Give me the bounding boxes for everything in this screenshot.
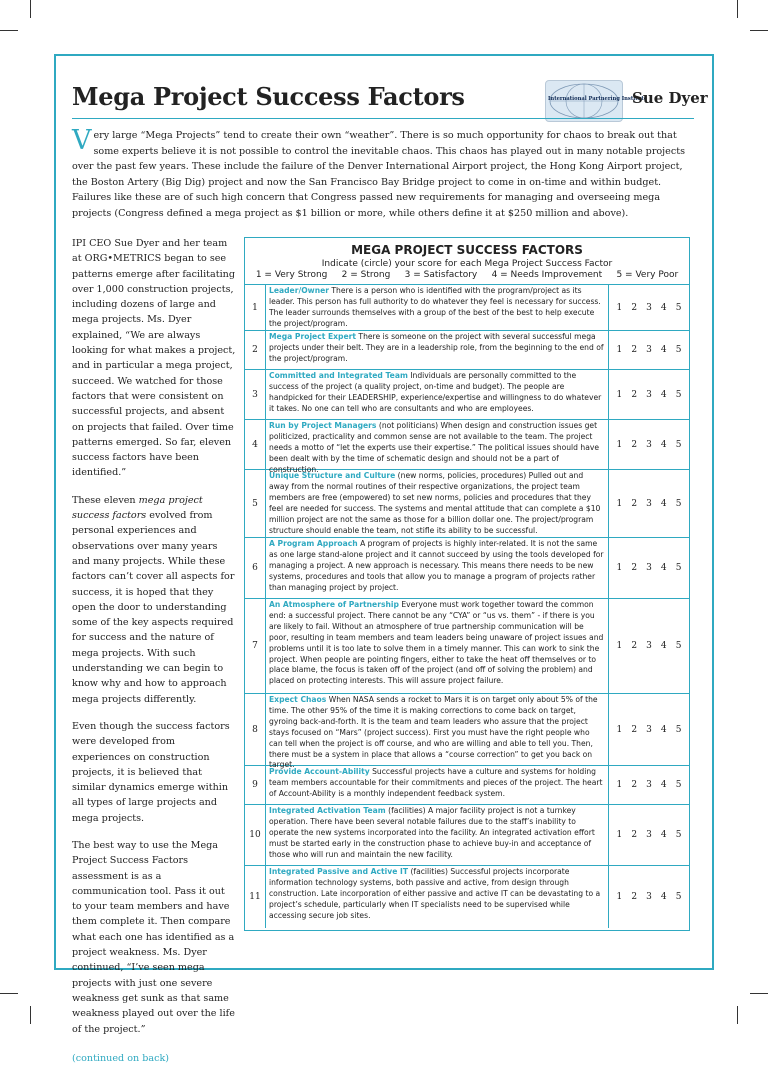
score-options bbox=[609, 370, 689, 419]
score-options bbox=[609, 805, 689, 865]
factor-number: 5 bbox=[245, 470, 266, 537]
score-option[interactable]: 3 bbox=[646, 389, 652, 400]
factor-description bbox=[266, 538, 609, 598]
factor-number: 4 bbox=[245, 420, 266, 469]
score-option[interactable]: 3 bbox=[646, 498, 652, 509]
factor-number: 3 bbox=[245, 370, 266, 419]
score-option[interactable]: 3 bbox=[646, 892, 652, 902]
score-option[interactable]: 4 bbox=[660, 830, 667, 840]
page-title: Mega Project Success Factors bbox=[72, 82, 465, 111]
factor-text: When NASA sends a rocket to Mars it is on target only about 5% of the time. The other 95% of the time it is making corrections to come back on target, gyroing back-and-forth. It is the team and team leaders who assure that the project stays focused on “Mars” (project success). First you must have the right people who can tell when the project is off course, and who are willing and able to tell you. Then, there must be a system in place that allows a “course correction” to get you back on target. bbox=[269, 695, 598, 770]
score-option[interactable]: 1 bbox=[616, 302, 623, 313]
score-option[interactable]: 4 bbox=[660, 724, 667, 735]
score-options bbox=[609, 599, 689, 693]
score-option[interactable]: 5 bbox=[675, 830, 682, 840]
score-option[interactable]: 3 bbox=[646, 780, 652, 790]
score-options bbox=[609, 420, 689, 469]
factor-heading: Provide Account-Ability bbox=[269, 767, 370, 776]
score-option[interactable]: 5 bbox=[675, 724, 682, 735]
factor-number: 11 bbox=[245, 866, 266, 928]
factor-description bbox=[266, 331, 609, 369]
score-options bbox=[609, 766, 689, 804]
score-option[interactable]: 5 bbox=[675, 641, 682, 651]
score-options bbox=[609, 538, 689, 598]
success-factors-table bbox=[244, 237, 690, 931]
score-option[interactable]: 2 bbox=[631, 498, 638, 509]
factor-description bbox=[266, 285, 609, 330]
drop-cap: V bbox=[72, 125, 92, 156]
score-option[interactable]: 2 bbox=[631, 345, 638, 355]
crop-mark bbox=[30, 1006, 31, 1024]
header-divider bbox=[72, 118, 694, 119]
logo-text: International Partnering Institute bbox=[548, 96, 648, 102]
score-option[interactable]: 1 bbox=[616, 345, 623, 355]
score-option[interactable]: 2 bbox=[631, 724, 638, 735]
factor-row bbox=[245, 866, 689, 928]
crop-mark bbox=[30, 0, 31, 18]
factor-heading: Mega Project Expert bbox=[269, 332, 357, 341]
factor-row bbox=[245, 370, 689, 420]
score-option[interactable]: 4 bbox=[660, 345, 667, 355]
continued-note: (continued on back) bbox=[72, 1052, 170, 1064]
score-option[interactable]: 4 bbox=[660, 780, 667, 790]
score-option[interactable]: 2 bbox=[631, 830, 638, 840]
intro-paragraph bbox=[72, 125, 694, 221]
score-option[interactable]: 4 bbox=[660, 389, 667, 400]
score-option[interactable]: 1 bbox=[616, 389, 623, 400]
score-option[interactable]: 5 bbox=[675, 892, 682, 902]
score-option[interactable]: 2 bbox=[631, 389, 638, 400]
factor-heading: An Atmosphere of Partnership bbox=[269, 600, 399, 609]
column-paragraph: These eleven mega project success factors evolved from personal experiences and observations over many years and many projects. While these factors can’t cover all aspects for success, it is hoped that they open the door to understanding some of the key aspects required for success and the nature of mega projects. With such understanding we can begin to know why and how to approach mega projects differently. bbox=[72, 494, 235, 705]
factor-heading: A Program Approach bbox=[269, 539, 358, 548]
score-option[interactable]: 2 bbox=[631, 641, 638, 651]
factor-number: 2 bbox=[245, 331, 266, 369]
factor-description bbox=[266, 420, 609, 474]
factor-text: (facilities) Successful projects incorporate information technology systems, both passive and active, from design through construction. Late incorporation of either passive and active IT can be devastating to a project’s schedule, particularly when IT specialists need to be supervised while accessing secure job sites. bbox=[269, 867, 601, 920]
factor-number: 1 bbox=[245, 285, 266, 330]
crop-mark bbox=[737, 1006, 738, 1024]
score-option[interactable]: 5 bbox=[675, 439, 682, 450]
score-option[interactable]: 5 bbox=[675, 345, 682, 355]
factor-heading: Integrated Activation Team bbox=[269, 806, 386, 815]
score-option[interactable]: 3 bbox=[646, 345, 652, 355]
score-option[interactable]: 4 bbox=[660, 439, 667, 450]
intro-text: ery large “Mega Projects” tend to create their own “weather”. There is so much opportunity for chaos to break out that some experts believe it is not possible to control the inevitable chaos. This chaos has played out in many notable projects over the past few years. These include the failure of the Denver International Airport project, the Hong Kong Airport project, the Boston Artery (Big Dig) project and now the San Francisco Bay Bridge project to come in on-time and within budget. Failures like these are of such high concern that Congress passed new requirements for managing and overseeing mega projects (Congress defined a mega project as $1 billion or more, while others define it at $250 million and above). bbox=[72, 130, 685, 219]
factor-text: (facilities) A major facility project is not a turnkey operation. There have been several notable failures due to the staff’s inability to operate the new systems incorporated into the facility. An integrated activation effort must be started early in the construction phase to achieve buy-in and acceptance of those who will run and maintain the new facility. bbox=[269, 806, 595, 859]
factor-row bbox=[245, 599, 689, 694]
factor-row bbox=[245, 694, 689, 770]
score-option[interactable]: 3 bbox=[646, 830, 652, 840]
factor-text: Successful projects have a culture and systems for holding team members accountable for their commitments and pieces of the project. The heart of Account-Ability is a monthly independent feedback system. bbox=[269, 767, 603, 798]
score-option[interactable]: 3 bbox=[646, 641, 652, 651]
score-option[interactable]: 1 bbox=[616, 830, 623, 840]
factor-heading: Integrated Passive and Active IT bbox=[269, 867, 409, 876]
score-options bbox=[609, 470, 689, 537]
score-option[interactable]: 3 bbox=[646, 724, 652, 735]
score-option[interactable]: 4 bbox=[660, 498, 667, 509]
score-option[interactable]: 2 bbox=[631, 302, 638, 313]
score-option[interactable]: 1 bbox=[616, 780, 623, 790]
left-column bbox=[72, 236, 236, 1066]
factor-description bbox=[266, 805, 609, 865]
table-body bbox=[245, 285, 689, 928]
score-option[interactable]: 5 bbox=[675, 780, 682, 790]
score-option[interactable]: 1 bbox=[616, 439, 623, 450]
score-option[interactable]: 2 bbox=[631, 892, 638, 902]
factor-text: Individuals are personally committed to the success of the project (a quality project, on-time and budget). The people are handpicked for their LEADERSHIP, experience/expertise and willingness to do whatever it takes. No one can tell who are consultants and who are employees. bbox=[269, 371, 602, 413]
score-option[interactable]: 5 bbox=[675, 563, 682, 573]
factor-text: Everyone must work together toward the common end: a successful project. There cannot be any “CYA” or “us vs. them” - if there is you are likely to fail. Without an atmosphere of true partnership communication will be poor, resulting in team members and team leaders being unaware of project issues and problems until it is too late to solve them in a timely manner. This can work to sink the project. When people are pointing fingers, either to take the heat off themselves or to place blame, the focus is taken off of the project (and off of solving the problem) and placed on protecting interests. This will assure project failure. bbox=[269, 600, 604, 686]
table-title: MEGA PROJECT SUCCESS FACTORS bbox=[351, 243, 583, 257]
score-options bbox=[609, 694, 689, 765]
factor-description bbox=[266, 370, 609, 419]
factor-text: A program of projects is highly inter-related. It is not the same as one large stand-alone project and it cannot succeed by using the tools developed for managing a project. A new approach is necessary. This means there needs to be new systems, procedures and tools that allow you to manage a program of projects rather than managing project by project. bbox=[269, 539, 604, 592]
factor-number: 9 bbox=[245, 766, 266, 804]
score-option[interactable]: 4 bbox=[660, 892, 667, 902]
score-options bbox=[609, 866, 689, 928]
column-paragraph: IPI CEO Sue Dyer and her team at ORG•METRICS began to see patterns emerge after facilitating over 1,000 construction projects, including dozens of large and mega projects. Ms. Dyer explained, “We are always looking for what makes a project, and in particular a mega project, succeed. We watched for those factors that were consistent on successful projects, and absent on projects that failed. Over time patterns emerged. So far, eleven success factors have been identified.” bbox=[72, 238, 236, 479]
table-instructions: Indicate (circle) your score for each Mega Project Success Factor bbox=[321, 259, 613, 269]
crop-mark bbox=[0, 993, 18, 994]
score-option[interactable]: 3 bbox=[646, 302, 652, 313]
factor-number: 6 bbox=[245, 538, 266, 598]
factor-row bbox=[245, 420, 689, 474]
factor-description bbox=[266, 599, 609, 693]
score-options bbox=[609, 331, 689, 369]
score-legend: 1 = Very Strong 2 = Strong 3 = Satisfactory 4 = Needs Improvement 5 = Very Poor bbox=[255, 270, 679, 280]
score-option[interactable]: 5 bbox=[675, 302, 682, 313]
score-option[interactable]: 4 bbox=[660, 563, 667, 573]
score-option[interactable]: 1 bbox=[616, 498, 623, 509]
factor-description bbox=[266, 766, 609, 804]
score-option[interactable]: 4 bbox=[660, 641, 667, 651]
factor-row bbox=[245, 470, 689, 538]
crop-mark bbox=[750, 993, 768, 994]
score-option[interactable]: 1 bbox=[616, 641, 623, 651]
factor-row bbox=[245, 766, 689, 805]
score-option[interactable]: 5 bbox=[675, 498, 682, 509]
column-paragraph: The best way to use the Mega Project Success Factors assessment is as a communication tool. Pass it out to your team members and have them complete it. Then compare what each one has identified as a project weakness. Ms. Dyer continued, “I’ve seen mega projects with just one severe weakness get sunk as that same weakness played out over the life of the project.” bbox=[72, 839, 235, 1035]
score-option[interactable]: 1 bbox=[616, 892, 623, 902]
factor-row bbox=[245, 285, 689, 331]
score-option[interactable]: 2 bbox=[631, 439, 638, 450]
factor-heading: Unique Structure and Culture bbox=[269, 471, 396, 480]
score-options bbox=[609, 285, 689, 330]
factor-heading: Run by Project Managers bbox=[269, 421, 377, 430]
factor-description bbox=[266, 866, 609, 928]
score-option[interactable]: 3 bbox=[646, 439, 652, 450]
factor-text: (not politicians) When design and construction issues get politicized, practicality and common sense are not available to the team. The project needs a motto of “let the experts use their expertise.” The political issues should have been dealt with by the time of schematic design and should not be a part of construction. bbox=[269, 421, 600, 474]
factor-heading: Committed and Integrated Team bbox=[269, 371, 408, 380]
factor-heading: Leader/Owner bbox=[269, 286, 329, 295]
column-paragraph: Even though the success factors were developed from experiences on construction projects, it is believed that similar dynamics emerge within all types of large projects and mega projects. bbox=[72, 720, 230, 824]
author-name: Sue Dyer bbox=[632, 89, 708, 107]
factor-text: There is someone on the project with several successful mega projects under their belt. They are in a leadership role, from the beginning to the end of the project/program. bbox=[269, 332, 604, 363]
factor-number: 7 bbox=[245, 599, 266, 693]
score-option[interactable]: 2 bbox=[631, 780, 638, 790]
score-option[interactable]: 2 bbox=[631, 563, 638, 573]
factor-text: There is a person who is identified with the program/project as its leader. This person has full authority to do whatever they feel is necessary for success. The leader surrounds themselves with a group of the best of the best to help execute the project/program. bbox=[269, 286, 601, 328]
factor-row bbox=[245, 331, 689, 370]
factor-description bbox=[266, 470, 609, 537]
institute-logo bbox=[545, 80, 648, 122]
crop-mark bbox=[0, 30, 18, 31]
factor-row bbox=[245, 805, 689, 866]
score-option[interactable]: 3 bbox=[646, 563, 652, 573]
factor-heading: Expect Chaos bbox=[269, 695, 327, 704]
score-option[interactable]: 1 bbox=[616, 724, 623, 735]
score-option[interactable]: 1 bbox=[616, 563, 623, 573]
crop-mark bbox=[737, 0, 738, 18]
factor-number: 8 bbox=[245, 694, 266, 765]
factor-description bbox=[266, 694, 609, 770]
score-option[interactable]: 5 bbox=[675, 389, 682, 400]
table-header bbox=[245, 238, 689, 285]
factor-number: 10 bbox=[245, 805, 266, 865]
factor-text: (new norms, policies, procedures) Pulled out and away from the normal routines of their respective organizations, the project team members are free (empowered) to set new norms, policies and procedures that they feel are needed for success. The systems and mental attitude that can complete a $10 million project are not the same as those for a billion dollar one. The project/program structure should enable the team, not stifle its ability to be successful. bbox=[269, 471, 601, 535]
score-option[interactable]: 4 bbox=[660, 302, 667, 313]
crop-mark bbox=[750, 30, 768, 31]
factor-row bbox=[245, 538, 689, 599]
